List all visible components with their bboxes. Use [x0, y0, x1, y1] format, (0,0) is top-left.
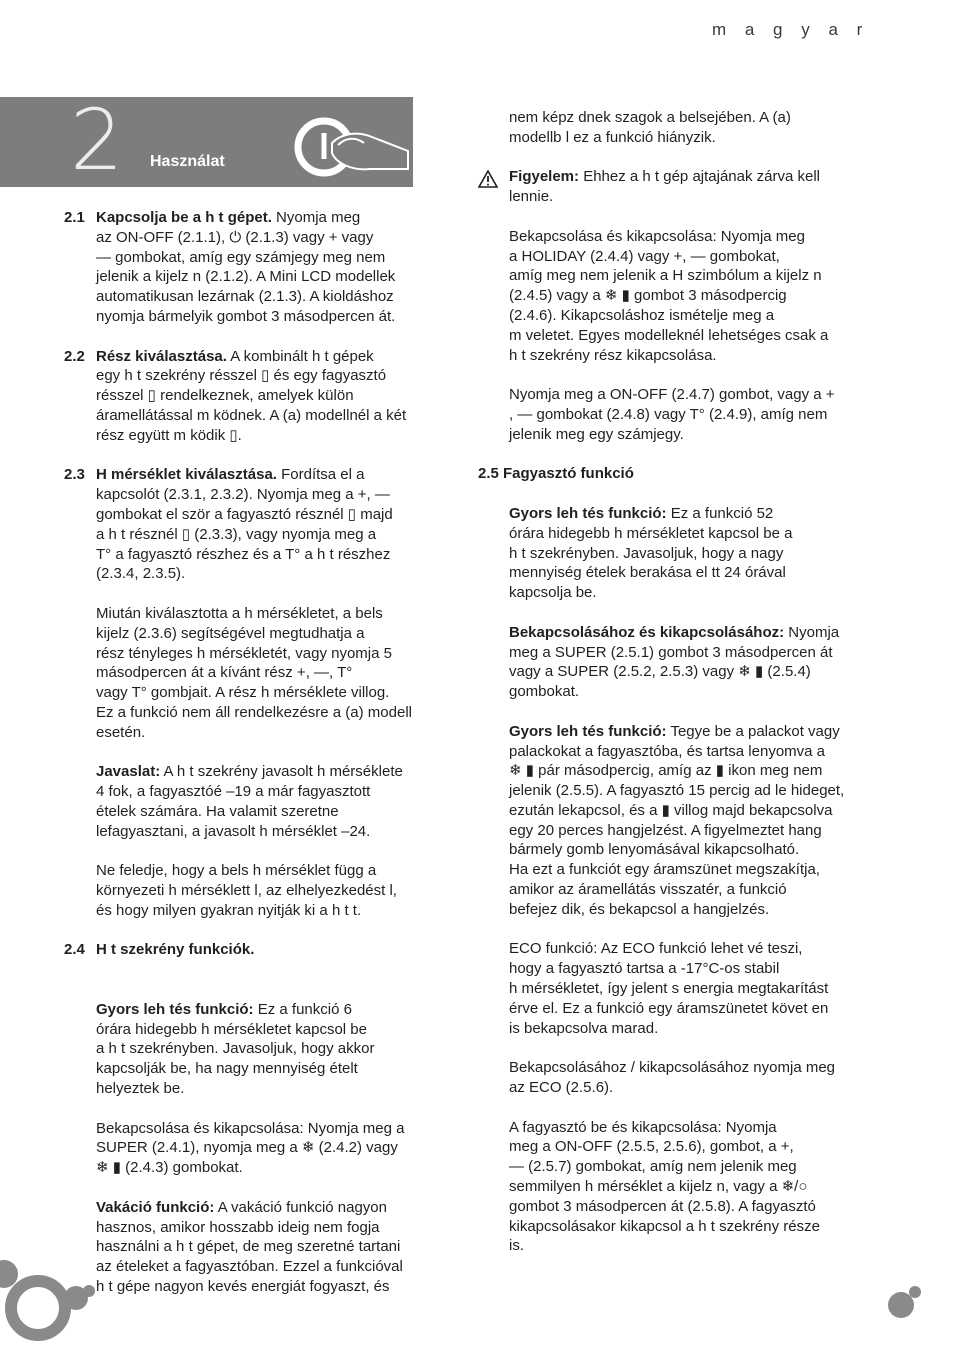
text-line: Miután kiválasztotta a h mérsékletet, a bels — [96, 604, 383, 622]
text-line: befejez dik, és bekapcsol a hangjelzés. — [509, 900, 770, 918]
text-line: Ne feledje, hogy a bels h mérséklet függ a — [96, 862, 377, 880]
section-heading: H mérséklet kiválasztása. Fordítsa el a — [96, 466, 365, 484]
text-line: amikor az áramellátás visszatér, a funkció — [509, 881, 787, 899]
text-line: Ha ezt a funkciót egy áramszünet megszakítja, — [509, 861, 820, 879]
text-line: áramellátással m ködnek. A (a) modellnél a két — [96, 406, 407, 424]
text-line: ezután lekapcsol, és a ▮ villog majd bekapcsolva — [509, 801, 833, 819]
text-line — [478, 207, 868, 227]
text-line: h t gépe nagyon kevés energiát fogyaszt, és — [96, 1278, 390, 1296]
text-line: kapcsolja be. — [509, 584, 597, 602]
text-line: hogy a fagyasztó tartsa a -17°C-os stabil — [509, 960, 780, 978]
text-line — [478, 702, 868, 722]
text-line: ❄ ▮ pár másodpercig, amíg az ▮ ikon meg nem — [509, 762, 823, 780]
decorative-circles-left — [0, 1244, 100, 1354]
text-line: rész együtt m ködik ▯. — [96, 426, 242, 444]
section-2-3 — [64, 465, 444, 920]
text-line: meg a SUPER (2.5.1) gombot 3 másodpercen át — [509, 643, 833, 661]
text-line: Vakáció funkció: A vakáció funkció nagyon — [96, 1198, 387, 1216]
text-line: használni a h t gépet, de meg szeretné tartani — [96, 1238, 401, 1256]
text-line: ételek számára. Ha valamit szeretne — [96, 802, 339, 820]
text-line: is bekapcsolva marad. — [509, 1019, 659, 1037]
text-line: automatikusan lezárnak (2.1.3). A kioldáshoz — [96, 288, 394, 306]
section-number: 2.4 — [64, 941, 85, 959]
text-line: hasznos, amikor hosszabb ideig nem fogja — [96, 1218, 380, 1236]
right-column — [478, 108, 868, 1256]
text-line — [96, 743, 444, 763]
section-number: 2.1 — [64, 209, 85, 226]
text-line: Gyors leh tés funkció: Ez a funkció 6 — [96, 1000, 352, 1018]
text-line: Gyors leh tés funkció: Ez a funkció 52 — [509, 504, 774, 522]
text-line: az ON-OFF (2.1.1), ⏻ (2.1.3) vagy + vagy — [96, 228, 374, 246]
text-line — [478, 1038, 868, 1058]
text-line: helyeztek be. — [96, 1080, 185, 1098]
text-line: és hogy milyen gyakran nyitják ki a h t t. — [96, 901, 362, 919]
text-line: másodpercen át a kívánt rész +, —, T° — [96, 664, 353, 682]
text-line: meg a ON-OFF (2.5.5, 2.5.6), gombot, a +, — [509, 1138, 794, 1156]
text-line — [478, 603, 868, 623]
text-line: — gombokat, amíg egy számjegy meg nem — [96, 248, 386, 266]
text-line — [478, 920, 868, 940]
chapter-title: Használat — [150, 153, 225, 170]
text-line: kijelz (2.3.6) segítségével megtudhatja a — [96, 624, 365, 642]
text-line: kapcsolót (2.3.1, 2.3.2). Nyomja meg a +, — — [96, 486, 390, 504]
text-line: semmilyen h mérséklet a kijelz n, vagy a ❄/○ — [509, 1178, 808, 1196]
text-line: vagy T° gombjait. A rész h mérséklete villog. — [96, 684, 390, 702]
text-line: amíg meg nem jelenik a H szimbólum a kijelz n — [509, 267, 822, 285]
text-line — [478, 148, 868, 168]
text-line: a h t résznél ▯ (2.3.3), vagy nyomja meg a — [96, 525, 377, 543]
text-line: 2.5 Fagyasztó funkció — [478, 465, 634, 483]
text-line: SUPER (2.4.1), nyomja meg a ❄ (2.4.2) vagy — [96, 1139, 398, 1157]
text-line: Bekapcsolása és kikapcsolása: Nyomja meg — [509, 227, 805, 245]
text-line: m veletet. Egyes modelleknél lehetséges csak a — [509, 326, 829, 344]
text-line: Bekapcsolása és kikapcsolása: Nyomja meg a — [96, 1119, 405, 1137]
text-line: egy h t szekrény résszel ▯ és egy fagyasztó — [96, 367, 387, 385]
chapter-number: 2 — [70, 97, 124, 187]
text-line: órára hidegebb h mérsékletet kapcsol be — [96, 1020, 367, 1038]
text-line: gombokat. — [509, 683, 580, 701]
section-heading: Rész kiválasztása. A kombinált h t gépek — [96, 347, 374, 365]
text-line: környezeti h mérséklett l, az elhelyezkedést l, — [96, 882, 397, 900]
section-2-4 — [64, 940, 444, 1296]
language-label: m a g y a r — [712, 20, 870, 39]
text-line: a h t szekrényben. Javasoljuk, hogy akkor — [96, 1040, 375, 1058]
text-line: lennie. — [509, 188, 554, 206]
text-line: nem képz dnek szagok a belsejében. A (a) — [509, 109, 791, 126]
text-line: jelenik a kijelz n (2.1.2). A Mini LCD modellek — [96, 268, 396, 286]
section-number: 2.3 — [64, 466, 85, 484]
text-line: modellb l ez a funkció hiányzik. — [509, 128, 716, 146]
text-line — [96, 584, 444, 604]
text-line: palackokat a fagyasztóba, és tartsa lenyomva a — [509, 742, 826, 760]
text-line: 4 fok, a fagyasztóé –19 a már fagyasztott — [96, 783, 371, 801]
text-line: (2.4.5) vagy a ❄ ▮ gombot 3 másodpercig — [509, 287, 787, 305]
text-line: jelenik meg egy számjegy. — [509, 425, 684, 443]
text-line: A fagyasztó be és kikapcsolása: Nyomja — [509, 1118, 777, 1136]
text-line: az ECO (2.5.6). — [509, 1079, 614, 1097]
text-line: h mérsékletet, így jelent s energia megtakarítást — [509, 980, 829, 998]
text-line: Gyors leh tés funkció: Tegye be a palackot vagy — [509, 722, 840, 740]
text-line — [478, 1098, 868, 1118]
text-line: résszel ▯ rendelkeznek, amelyek külön — [96, 387, 354, 405]
text-line: a HOLIDAY (2.4.4) vagy +, — gombokat, — [509, 247, 780, 265]
text-line: lefagyasztani, a javasolt h mérséklet –24. — [96, 822, 371, 840]
text-line — [96, 1099, 444, 1119]
text-line: h t szekrényben. Javasoljuk, hogy a nagy — [509, 544, 784, 562]
text-line — [96, 842, 444, 862]
text-line: Nyomja meg a ON-OFF (2.4.7) gombot, vagy a + — [509, 386, 835, 404]
warning-triangle-icon — [478, 170, 498, 188]
text-line: is. — [509, 1237, 524, 1255]
text-line — [478, 445, 868, 465]
text-line: Bekapcsolásához / kikapcsolásához nyomja meg — [509, 1059, 836, 1077]
section-heading: Kapcsolja be a h t gépet. Nyomja meg — [96, 209, 361, 226]
text-line: órára hidegebb h mérsékletet kapcsol be a — [509, 524, 793, 542]
text-line: gombot 3 másodpercen át (2.5.8). A fagyasztó — [509, 1197, 816, 1215]
text-line — [478, 365, 868, 385]
hand-pressing-button-icon — [290, 107, 413, 187]
decorative-circles-right — [884, 1282, 924, 1322]
text-line — [96, 980, 444, 1000]
text-line: ❄ ▮ (2.4.3) gombokat. — [96, 1159, 243, 1177]
text-line: bármely gomb lenyomásával kikapcsolható. — [509, 841, 800, 859]
text-line — [96, 1178, 444, 1198]
text-line — [478, 484, 868, 504]
text-line: h t szekrény rész kikapcsolása. — [509, 346, 717, 364]
text-line: érve el. Ez a funkció egy áramszünetet követ en — [509, 999, 829, 1017]
text-line: Bekapcsolásához és kikapcsolásához: Nyomja — [509, 623, 840, 641]
text-line: ECO funkció: Az ECO funkció lehet vé teszi, — [509, 940, 803, 958]
text-line — [96, 960, 444, 980]
chapter-banner — [0, 97, 413, 187]
text-line: (2.4.6). Kikapcsoláshoz ismételje meg a — [509, 306, 775, 324]
text-line: jelenik (2.5.5). A fagyasztó 15 percig ad le hideget, — [509, 782, 845, 800]
text-line: — (2.5.7) gombokat, amíg nem jelenik meg — [509, 1158, 797, 1176]
text-line: gombokat el ször a fagyasztó résznél ▯ majd — [96, 505, 393, 523]
text-line: Figyelem: Ehhez a h t gép ajtajának zárva kell — [509, 168, 821, 186]
text-line: T° a fagyasztó részhez és a T° a h t részhez — [96, 545, 391, 563]
section-heading: H t szekrény funkciók. — [96, 941, 255, 959]
text-line: , — gombokat (2.4.8) vagy T° (2.4.9), amíg nem — [509, 405, 828, 423]
text-line: (2.3.4, 2.3.5). — [96, 565, 186, 583]
section-number: 2.2 — [64, 347, 85, 365]
text-line: az ételeket a fagyasztóban. Ezzel a funkcióval — [96, 1258, 403, 1276]
left-column — [64, 208, 444, 1317]
text-line: mennyiség ételek berakása el tt 24 órával — [509, 564, 786, 582]
text-line: rész tényleges h mérsékletét, vagy nyomja 5 — [96, 644, 392, 662]
text-line: egy 20 perces hangjelzést. A figyelmeztet hang — [509, 821, 822, 839]
text-line: Javaslat: A h t szekrény javasolt h mérséklete — [96, 763, 403, 781]
text-line: vagy a SUPER (2.5.2, 2.5.3) vagy ❄ ▮ (2.5.4) — [509, 663, 811, 681]
text-line: esetén. — [96, 723, 146, 741]
section-2-1 — [64, 208, 444, 327]
text-line: kapcsolják be, ha nagy mennyiség ételt — [96, 1060, 358, 1078]
section-2-2 — [64, 347, 444, 446]
text-line: kikapcsolásakor kikapcsol a h t szekrény része — [509, 1217, 820, 1235]
text-line: Ez a funkció nem áll rendelkezésre a (a) modell — [96, 703, 412, 721]
text-line: nyomja bármelyik gombot 3 másodpercen át. — [96, 307, 396, 325]
